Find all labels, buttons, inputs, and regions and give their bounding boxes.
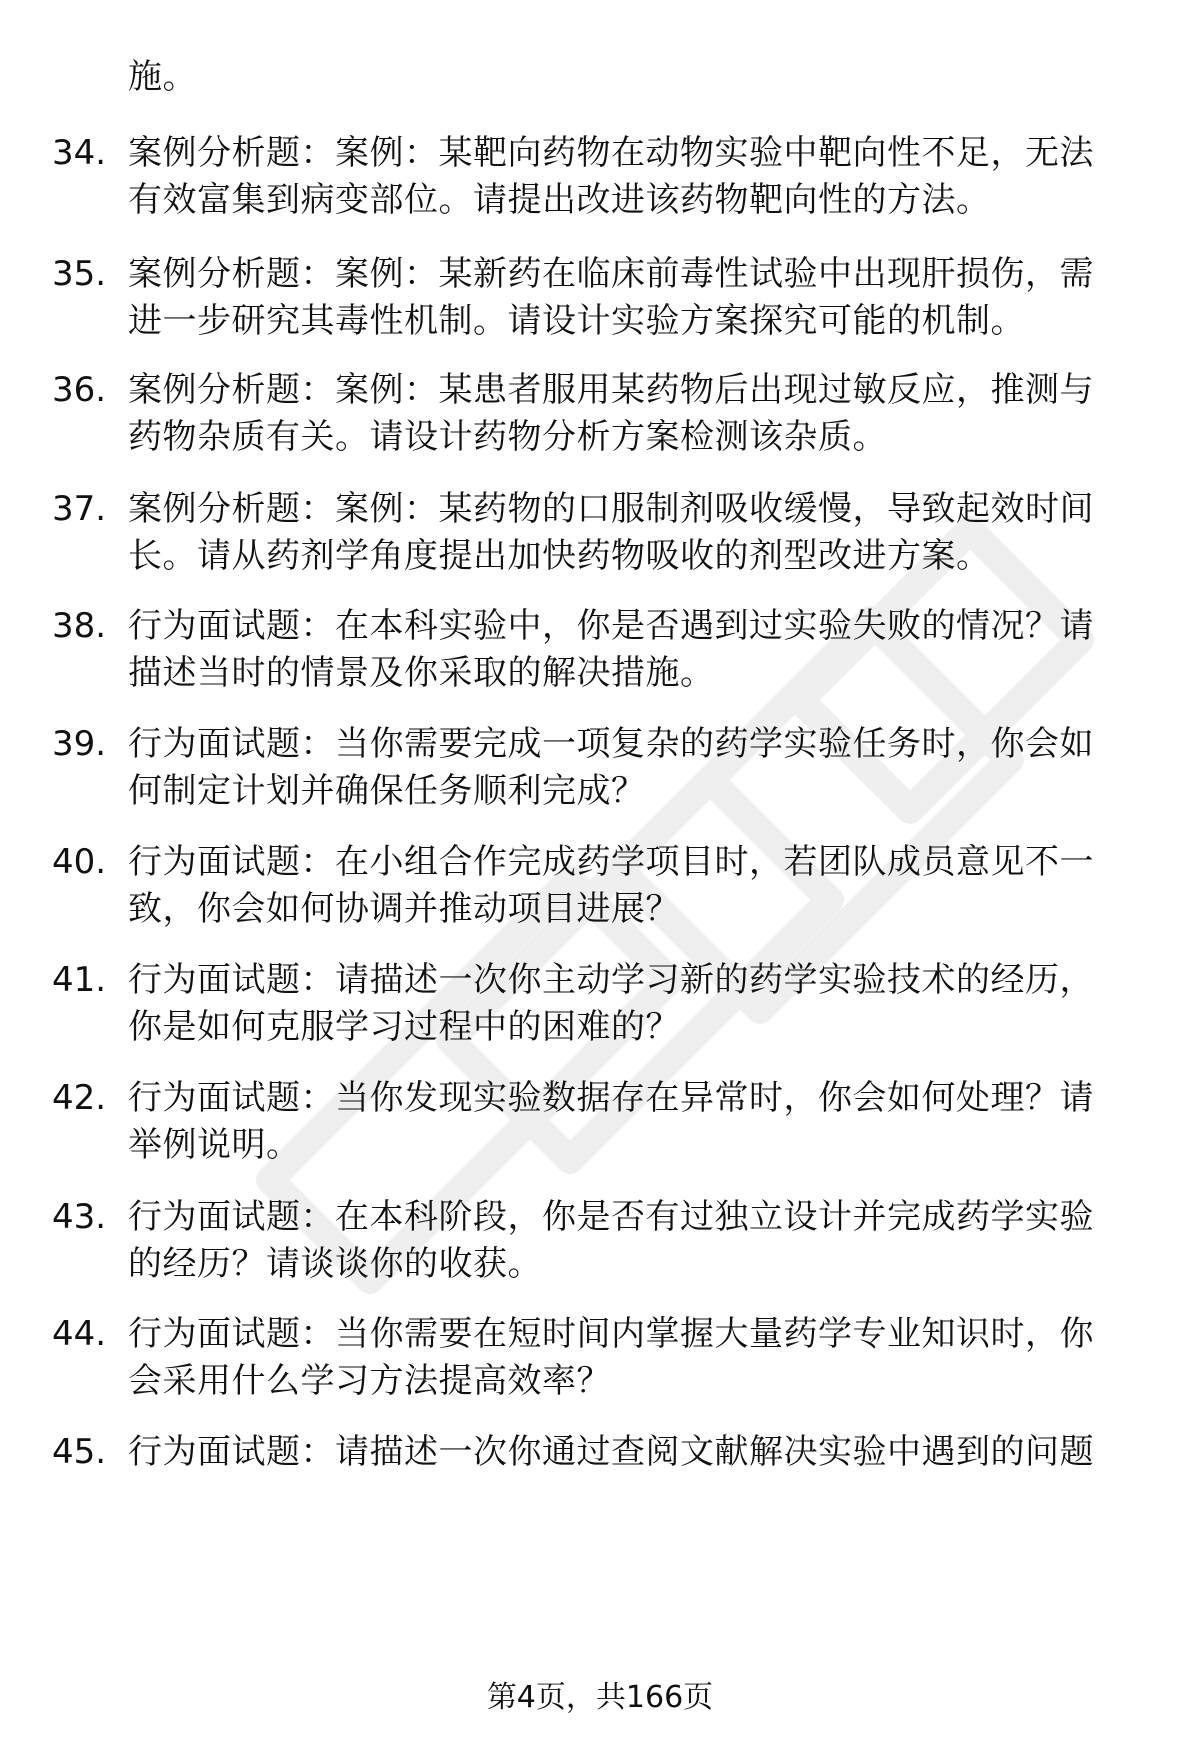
question-36-line-1: 案例分析题：案例：某患者服用某药物后出现过敏反应，推测与 xyxy=(128,370,1094,410)
question-43-line-1: 行为面试题：在本科阶段，你是否有过独立设计并完成药学实验 xyxy=(128,1197,1094,1237)
question-number-42: 42. xyxy=(52,1078,107,1118)
question-number-37: 37. xyxy=(52,489,107,529)
question-44-line-1: 行为面试题：当你需要在短时间内掌握大量药学专业知识时，你 xyxy=(128,1314,1094,1354)
question-44-line-2: 会采用什么学习方法提高效率？ xyxy=(128,1361,611,1401)
question-42-line-2: 举例说明。 xyxy=(128,1125,301,1165)
question-number-38: 38. xyxy=(52,606,107,646)
question-continuation: 施。 xyxy=(128,57,197,97)
question-37-line-2: 长。请从药剂学角度提出加快药物吸收的剂型改进方案。 xyxy=(128,536,991,576)
question-37-line-1: 案例分析题：案例：某药物的口服制剂吸收缓慢，导致起效时间 xyxy=(128,489,1094,529)
question-number-35: 35. xyxy=(52,254,107,294)
question-number-43: 43. xyxy=(52,1197,107,1237)
question-number-44: 44. xyxy=(52,1314,107,1354)
question-36-line-2: 药物杂质有关。请设计药物分析方案检测该杂质。 xyxy=(128,417,887,457)
question-number-41: 41. xyxy=(52,960,107,1000)
question-34-line-2: 有效富集到病变部位。请提出改进该药物靶向性的方法。 xyxy=(128,180,991,220)
question-35-line-1: 案例分析题：案例：某新药在临床前毒性试验中出现肝损伤，需 xyxy=(128,254,1094,294)
question-34-line-1: 案例分析题：案例：某靶向药物在动物实验中靶向性不足，无法 xyxy=(128,133,1094,173)
question-39-line-2: 何制定计划并确保任务顺利完成？ xyxy=(128,771,646,811)
question-38-line-1: 行为面试题：在本科实验中，你是否遇到过实验失败的情况？请 xyxy=(128,606,1094,646)
question-39-line-1: 行为面试题：当你需要完成一项复杂的药学实验任务时，你会如 xyxy=(128,724,1094,764)
question-43-line-2: 的经历？请谈谈你的收获。 xyxy=(128,1244,542,1284)
question-42-line-1: 行为面试题：当你发现实验数据存在异常时，你会如何处理？请 xyxy=(128,1078,1094,1118)
question-number-39: 39. xyxy=(52,724,107,764)
question-number-45: 45. xyxy=(52,1432,107,1472)
question-38-line-2: 描述当时的情景及你采取的解决措施。 xyxy=(128,653,715,693)
question-number-36: 36. xyxy=(52,370,107,410)
question-35-line-2: 进一步研究其毒性机制。请设计实验方案探究可能的机制。 xyxy=(128,301,1025,341)
question-40-line-2: 致，你会如何协调并推动项目进展？ xyxy=(128,889,680,929)
question-number-34: 34. xyxy=(52,133,107,173)
question-41-line-1: 行为面试题：请描述一次你主动学习新的药学实验技术的经历， xyxy=(128,960,1094,1000)
question-number-40: 40. xyxy=(52,842,107,882)
question-40-line-1: 行为面试题：在小组合作完成药学项目时，若团队成员意见不一 xyxy=(128,842,1094,882)
question-41-line-2: 你是如何克服学习过程中的困难的？ xyxy=(128,1007,680,1047)
page-footer: 第4页，共166页 xyxy=(486,1680,714,1715)
question-45-line-1: 行为面试题：请描述一次你通过查阅文献解决实验中遇到的问题 xyxy=(128,1432,1094,1472)
